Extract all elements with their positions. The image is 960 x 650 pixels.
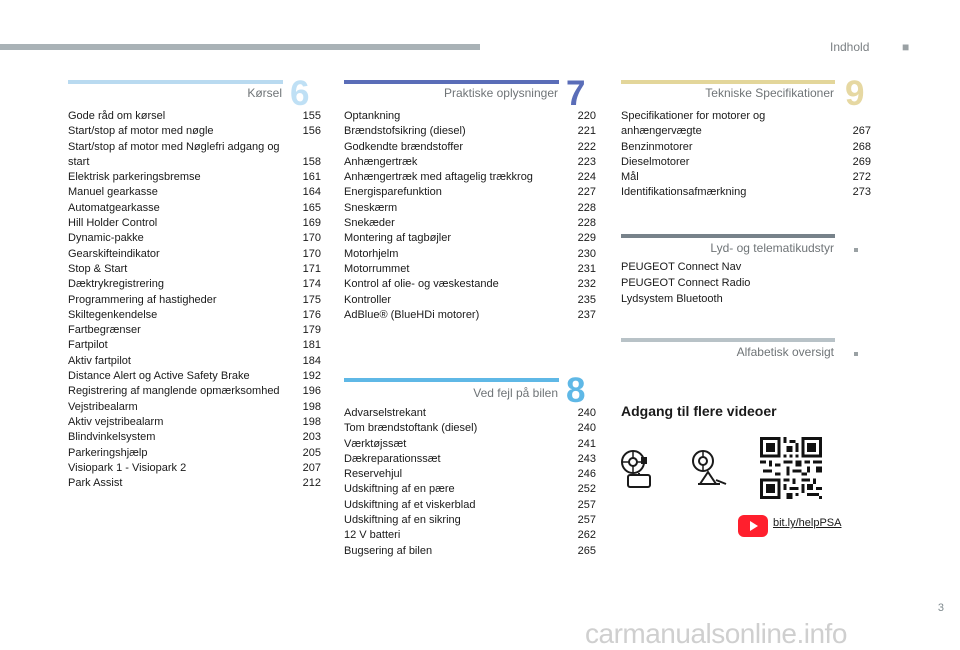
toc-label: Distance Alert og Active Safety Brake (68, 370, 250, 383)
index-marker (854, 352, 858, 356)
page-number: 3 (937, 602, 944, 614)
toc-page: 198 (302, 415, 321, 428)
audio-list (621, 259, 841, 307)
toc-entry[interactable] (344, 544, 596, 559)
toc-page: 273 (852, 186, 871, 199)
toc-label: Godkendte brændstoffer (344, 140, 464, 153)
toc-entry[interactable] (344, 513, 596, 528)
section-7-title: Praktiske oplysninger (443, 86, 558, 100)
toc-page: 240 (577, 407, 596, 419)
toc-page: 174 (302, 278, 321, 291)
toc-page: 257 (577, 498, 596, 511)
toc-entry[interactable] (68, 140, 321, 171)
toc-page: 171 (302, 262, 321, 275)
toc-page: 179 (302, 324, 321, 337)
toc-label: Reservehjul (344, 468, 403, 481)
toc-entry[interactable] (621, 170, 871, 185)
toc-page: 268 (852, 140, 871, 153)
toc-label: Programmering af hastigheder (68, 293, 217, 306)
toc-page: 231 (577, 262, 596, 275)
toc-entry[interactable] (68, 277, 321, 292)
header-title: Indhold (830, 40, 870, 54)
toc-page: 246 (577, 468, 596, 481)
youtube-icon[interactable] (738, 515, 768, 537)
videos-title: Adgang til flere videoer (621, 403, 777, 419)
toc-entry[interactable] (68, 216, 321, 231)
toc-entry[interactable] (344, 467, 596, 482)
toc-label: Advarselstrekant (344, 407, 426, 419)
toc-page: 198 (302, 400, 321, 413)
toc-label: 12 V batteri (344, 529, 401, 542)
toc-entry[interactable] (68, 446, 321, 461)
toc-label: Fartbegrænser (68, 324, 141, 337)
toc-entry[interactable] (621, 140, 871, 155)
toc-entry[interactable] (68, 247, 321, 262)
toc-label: Montering af tagbøjler (344, 232, 451, 245)
toc-entry[interactable] (68, 461, 321, 476)
toc-page: 165 (302, 201, 321, 214)
toc-page: 252 (577, 483, 596, 496)
toc-page: 203 (302, 431, 321, 444)
toc-entry[interactable] (621, 185, 871, 200)
toc-label: Automatgearkasse (68, 201, 160, 214)
section-9-title: Tekniske Specifikationer (705, 86, 834, 100)
toc-page: 176 (302, 308, 321, 321)
toc-label: Anhængertræk (344, 155, 418, 168)
audio-title: Lyd- og telematikudstyr (710, 241, 834, 255)
toc-page: 156 (302, 125, 321, 138)
qr-code-icon[interactable] (760, 437, 822, 499)
audio-item[interactable]: PEUGEOT Connect Radio (621, 277, 751, 289)
help-link[interactable]: bit.ly/helpPSA (773, 517, 842, 529)
toc-label: Skiltegenkendelse (68, 308, 158, 321)
audio-item[interactable]: Lydsystem Bluetooth (621, 293, 723, 305)
toc-label: Specifikationer for motorer og anhængervægte (621, 110, 766, 138)
toc-page: 228 (577, 201, 596, 214)
section-8-list (344, 406, 596, 559)
toc-label: Tom brændstoftank (diesel) (344, 422, 478, 435)
toc-entry[interactable] (344, 498, 596, 513)
toc-page: 257 (577, 514, 596, 527)
toc-entry[interactable] (68, 185, 321, 200)
toc-page: 240 (577, 422, 596, 435)
toc-entry[interactable] (68, 338, 321, 353)
toc-entry[interactable] (68, 124, 321, 139)
toc-entry[interactable] (344, 262, 596, 277)
toc-entry[interactable] (344, 201, 596, 216)
toc-label: Stop & Start (68, 262, 128, 275)
audio-marker (854, 248, 858, 252)
toc-label: Værktøjssæt (344, 437, 407, 450)
toc-page: 170 (302, 247, 321, 260)
toc-entry[interactable] (68, 354, 321, 369)
toc-entry[interactable] (344, 170, 596, 185)
toc-label: Elektrisk parkeringsbremse (68, 171, 201, 184)
toc-entry[interactable] (68, 109, 321, 124)
toc-label: Energisparefunktion (344, 186, 442, 199)
tire-jack-icon[interactable] (690, 448, 736, 490)
toc-page: 222 (577, 140, 596, 153)
toc-entry[interactable] (621, 155, 871, 170)
section-9-bar (621, 80, 835, 84)
toc-label: Motorhjelm (344, 247, 399, 260)
toc-page: 272 (852, 171, 871, 184)
toc-label: Vejstribealarm (68, 400, 138, 413)
toc-label: Visiopark 1 - Visiopark 2 (68, 461, 187, 474)
toc-entry[interactable] (344, 155, 596, 170)
toc-page: 224 (577, 171, 596, 184)
toc-entry[interactable] (68, 400, 321, 415)
toc-page: 228 (577, 217, 596, 230)
toc-page: 181 (302, 339, 321, 352)
toc-label: Aktiv vejstribealarm (68, 415, 164, 428)
toc-page: 241 (577, 437, 596, 450)
toc-label: Udskiftning af et viskerblad (344, 498, 476, 511)
toc-label: Kontrol af olie- og væskestande (344, 278, 499, 291)
toc-page: 175 (302, 293, 321, 306)
toc-label: Udskiftning af en pære (344, 483, 455, 496)
toc-entry[interactable] (344, 109, 596, 124)
toc-label: Gode råd om kørsel (68, 110, 166, 122)
toc-label: Aktiv fartpilot (68, 354, 131, 367)
toc-page: 164 (302, 186, 321, 199)
toc-label: Bugsering af bilen (344, 544, 433, 557)
toc-entry[interactable] (344, 277, 596, 292)
toc-page: 184 (302, 354, 321, 367)
toc-label: Dynamic-pakke (68, 232, 144, 245)
toc-entry[interactable] (68, 262, 321, 277)
index-bar (621, 338, 835, 342)
toc-label: Sneskærm (344, 201, 398, 214)
toc-page: 227 (577, 186, 596, 199)
section-7-bar (344, 80, 559, 84)
section-8-title: Ved fejl på bilen (473, 386, 558, 400)
section-9-number: 9 (845, 74, 865, 113)
toc-entry[interactable] (68, 369, 321, 384)
toc-label: Parkeringshjælp (68, 446, 148, 459)
toc-entry[interactable] (621, 109, 871, 140)
toc-label: Brændstofsikring (diesel) (344, 125, 466, 138)
toc-entry[interactable] (68, 308, 321, 323)
toc-label: Kontroller (344, 293, 392, 306)
toc-entry[interactable] (344, 421, 596, 436)
toc-label: Udskiftning af en sikring (344, 514, 461, 527)
toc-page: 223 (577, 155, 596, 168)
toc-entry[interactable] (68, 231, 321, 246)
toc-page: 262 (577, 529, 596, 542)
toc-page: 237 (577, 308, 596, 321)
toc-entry[interactable] (344, 308, 596, 323)
toc-label: Gearskifteindikator (68, 247, 160, 260)
toc-page: 192 (302, 370, 321, 383)
toc-entry[interactable] (344, 406, 596, 421)
toc-label: Dækreparationssæt (344, 452, 441, 465)
toc-page: 161 (302, 171, 321, 184)
toc-page: 155 (302, 110, 321, 122)
toc-entry[interactable] (68, 201, 321, 216)
section-6-bar (68, 80, 283, 84)
toc-entry[interactable] (344, 293, 596, 308)
toc-page: 207 (302, 461, 321, 474)
toc-page: 196 (302, 385, 321, 398)
toc-entry[interactable] (344, 247, 596, 262)
toc-label: Fartpilot (68, 339, 108, 352)
toc-page: 220 (577, 110, 596, 122)
toc-page: 212 (302, 477, 321, 490)
section-7-number: 7 (566, 74, 586, 113)
section-8-bar (344, 378, 559, 382)
toc-entry[interactable] (344, 216, 596, 231)
toc-label: Benzinmotorer (621, 140, 693, 153)
toc-page: 232 (577, 278, 596, 291)
toc-page: 269 (852, 155, 871, 168)
toc-page: 221 (577, 125, 596, 138)
toc-label: Anhængertræk med aftagelig trækkrog (344, 171, 533, 184)
toc-label: Dæktrykregistrering (68, 278, 164, 291)
toc-label: Snekæder (344, 217, 395, 230)
toc-label: Motorrummet (344, 262, 410, 275)
toc-entry[interactable] (68, 430, 321, 445)
toc-label: Hill Holder Control (68, 217, 158, 230)
toc-entry[interactable] (344, 231, 596, 246)
section-9-list (621, 109, 871, 201)
toc-entry[interactable] (68, 170, 321, 185)
toc-label: Registrering af manglende opmærksomhed (68, 385, 280, 398)
toc-page: 170 (302, 232, 321, 245)
section-6-list (68, 109, 321, 491)
toc-entry[interactable] (344, 528, 596, 543)
toc-label: Mål (621, 171, 639, 184)
toc-page: 158 (302, 155, 321, 168)
toc-entry[interactable] (68, 293, 321, 308)
toc-entry[interactable] (344, 482, 596, 497)
audio-item[interactable]: PEUGEOT Connect Nav (621, 261, 742, 273)
toc-label: Identifikationsafmærkning (621, 186, 747, 199)
toc-entry[interactable] (344, 437, 596, 452)
audio-bar (621, 234, 835, 238)
toc-entry[interactable] (68, 323, 321, 338)
toc-entry[interactable] (68, 415, 321, 430)
toc-label: AdBlue® (BlueHDi motorer) (344, 308, 480, 321)
toc-page: 265 (577, 544, 596, 557)
section-7-list (344, 109, 596, 323)
toc-page: 267 (852, 125, 871, 138)
toc-entry[interactable] (344, 140, 596, 155)
toc-page: 230 (577, 247, 596, 260)
tire-repair-icon[interactable] (618, 448, 664, 490)
watermark: carmanualsonline.info (585, 618, 847, 649)
header-dot: ■ (902, 40, 910, 54)
toc-entry[interactable] (68, 384, 321, 399)
toc-page: 229 (577, 232, 596, 245)
toc-label: Park Assist (68, 477, 123, 490)
toc-label: Start/stop af motor med nøgle (68, 125, 214, 138)
section-8-number: 8 (566, 371, 586, 410)
toc-entry[interactable] (344, 452, 596, 467)
toc-entry[interactable] (344, 185, 596, 200)
toc-page: 243 (577, 452, 596, 465)
toc-page: 169 (302, 217, 321, 230)
toc-label: Blindvinkelsystem (68, 431, 156, 444)
toc-label: Start/stop af motor med Nøglefri adgang og start (68, 140, 280, 168)
toc-label: Manuel gearkasse (68, 186, 158, 199)
toc-entry[interactable] (68, 476, 321, 491)
toc-page: 235 (577, 293, 596, 306)
section-6-number: 6 (290, 74, 310, 113)
index-title: Alfabetisk oversigt (736, 345, 834, 359)
section-6-title: Kørsel (247, 86, 282, 100)
toc-label: Optankning (344, 110, 401, 122)
toc-page: 205 (302, 446, 321, 459)
header-bar (0, 44, 480, 50)
toc-entry[interactable] (344, 124, 596, 139)
toc-label: Dieselmotorer (621, 155, 690, 168)
